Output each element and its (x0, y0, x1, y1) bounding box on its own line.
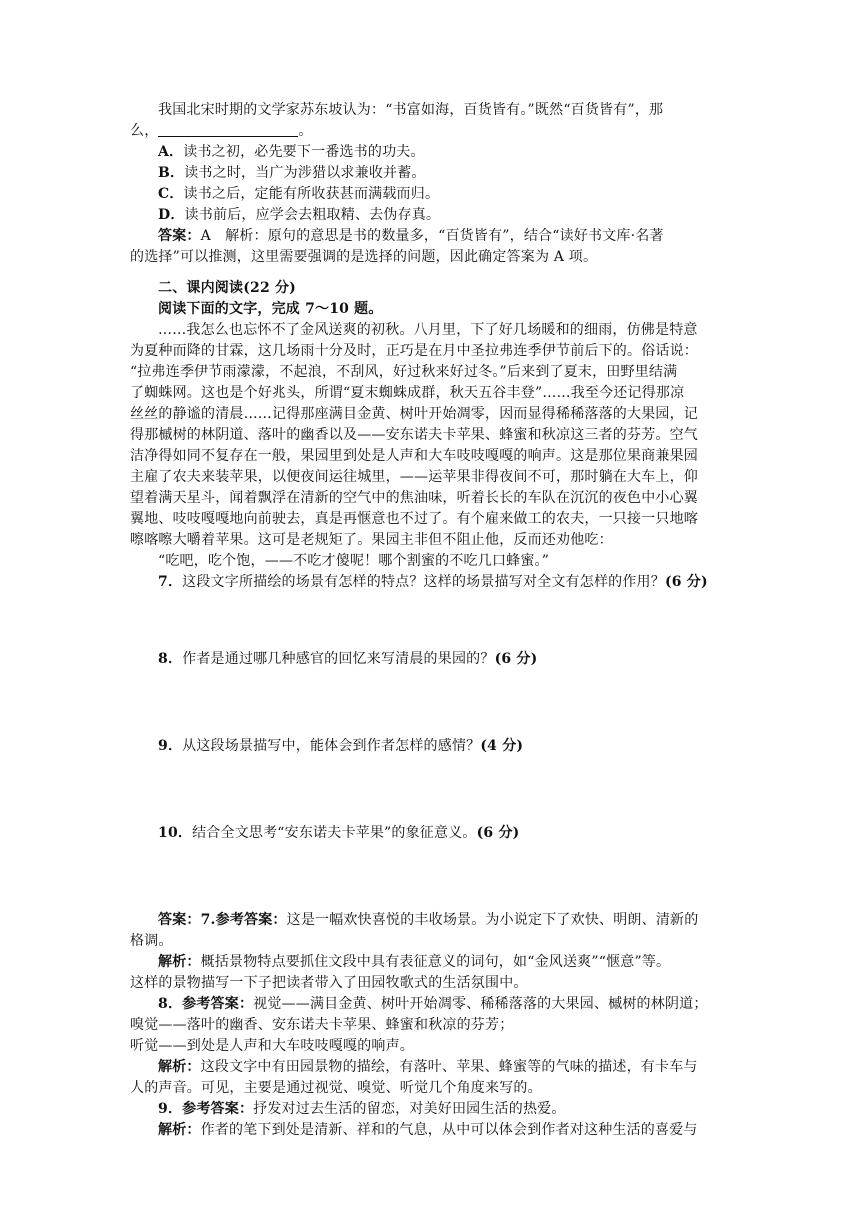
answer-9-explanation: 解析：作者的笔下到处是清新、祥和的气息，从中可以体会到作者对这种生活的喜爱与 (158, 1122, 698, 1138)
passage-line: 为夏种而降的甘霖，这几场雨十分及时，正巧是在月中圣拉弗连季伊节前后下的。俗话说： (130, 343, 698, 359)
passage-line: 主雇了农夫来装苹果，以便夜间运往城里，——运苹果非得夜间不可，那时躺在大车上，仰 (130, 469, 698, 485)
option-letter: D． (158, 207, 185, 223)
option-text: 读书前后，应学会去粗取精、去伪存真。 (184, 207, 441, 223)
option-text: 读书之后，定能有所收获甚而满载而归。 (183, 186, 440, 202)
answer-text: A 解析：原句的意思是书的数量多，“百货皆有”，结合“读好书文库·名著 (200, 228, 664, 244)
question-10: 10．结合全文思考“安东诺夫卡苹果”的象征意义。(6 分) (158, 825, 520, 841)
passage-line: 丝丝的静谧的清晨……记得那座满目金黄、树叶开始凋零，因而显得稀稀落落的大果园，记 (130, 406, 698, 422)
passage-line: 翼地、吱吱嘎嘎地向前驶去，真是再惬意也不过了。有个雇来做工的农夫，一只接一只地喀 (130, 511, 698, 527)
passage-line: “拉弗连季伊节雨濛濛，不起浪，不刮风，好过秋来好过冬。”后来到了夏末，田野里结满 (130, 364, 678, 380)
passage-line: 望着满天星斗，闻着飘浮在清新的空气中的焦油味，听着长长的车队在沉沉的夜色中小心翼 (130, 490, 698, 506)
document-page (130, 100, 730, 1141)
answer-7-explanation: 解析：概括景物特点要抓住文段中具有表征意义的词句，如“金风送爽”“惬意”等。 (158, 954, 671, 970)
section-instruction: 阅读下面的文字，完成 7～10 题。 (158, 301, 383, 317)
answer-7-line1: 答案：7.参考答案：这是一幅欢快喜悦的丰收场景。为小说定下了欢快、明朗、清新的 (158, 912, 699, 928)
answer-7-line2: 格调。 (130, 933, 173, 949)
q6-stem-line2 (130, 121, 730, 142)
option-letter: B． (158, 165, 185, 181)
question-7: 7．这段文字所描绘的场景有怎样的特点？这样的场景描写对全文有怎样的作用？(6 分) (158, 574, 708, 590)
q6-option-d (130, 205, 730, 226)
q6-stem-prefix: 么， (130, 123, 159, 139)
q6-option-a (130, 142, 730, 163)
q6-option-b (130, 163, 730, 184)
passage-quote: “吃吧，吃个饱，——不吃才傻呢！哪个割蜜的不吃几口蜂蜜。” (158, 553, 550, 569)
answer-8-line3: 听觉——到处是人声和大车吱吱嘎嘎的响声。 (130, 1038, 414, 1054)
answer-8-line2: 嗅觉——落叶的幽香、安东诺夫卡苹果、蜂蜜和秋凉的芬芳； (130, 1017, 514, 1033)
passage-line: 得那槭树的林阴道、落叶的幽香以及——安东诺夫卡苹果、蜂蜜和秋凉这三者的芬芳。空气 (130, 427, 698, 443)
option-letter: A． (158, 144, 184, 160)
q6-option-c (130, 184, 730, 205)
answer-label: 答案： (158, 228, 201, 244)
q6-answer-blank (158, 122, 298, 137)
answer-9-line1: 9．参考答案：抒发对过去生活的留恋，对美好田园生活的热爱。 (158, 1101, 566, 1117)
answer-8-explanation-2: 人的声音。可见，主要是通过视觉、嗅觉、听觉几个角度来写的。 (130, 1080, 542, 1096)
q6-stem-suffix: 。 (298, 123, 313, 139)
q6-stem-line1: 我国北宋时期的文学家苏东坡认为：“书富如海，百货皆有。”既然“百货皆有”，那 (158, 102, 664, 118)
answer-8-line1: 8．参考答案：视觉——满目金黄、树叶开始凋零、稀稀落落的大果园、槭树的林阴道； (158, 996, 708, 1012)
option-letter: C． (158, 186, 184, 202)
passage-line: 洁净得如同不复存在一般，果园里到处是人声和大车吱吱嘎嘎的响声。这是那位果商兼果园 (130, 448, 698, 464)
passage-line: 嚓喀嚓大嚼着苹果。这可是老规矩了。果园主非但不阻止他，反而还劝他吃： (130, 532, 613, 548)
section-heading: 二、课内阅读(22 分) (158, 280, 297, 296)
option-text: 读书之初，必先要下一番选书的功夫。 (183, 144, 425, 160)
answer-7-explanation-2: 这样的景物描写一下子把读者带入了田园牧歌式的生活氛围中。 (130, 975, 528, 991)
option-text: 读书之时，当广为涉猎以求兼收并蓄。 (184, 165, 426, 181)
passage-line: ……我怎么也忘怀不了金风送爽的初秋。八月里，下了好几场暖和的细雨，仿佛是特意 (158, 322, 698, 338)
question-9: 9．从这段场景描写中，能体会到作者怎样的感情？(4 分) (158, 738, 524, 754)
q6-answer-line1 (130, 226, 730, 247)
passage-line: 了蜘蛛网。这也是个好兆头，所谓“夏末蜘蛛成群，秋天五谷丰登”……我至今还记得那凉 (130, 385, 685, 401)
question-8: 8．作者是通过哪几种感官的回忆来写清晨的果园的？(6 分) (158, 651, 538, 667)
answer-8-explanation: 解析：这段文字中有田园景物的描绘，有落叶、苹果、蜂蜜等的气味的描述，有卡车与 (158, 1059, 698, 1075)
q6-answer-line2: 的选择”可以推测，这里需要强调的是选择的问题，因此确定答案为 A 项。 (130, 249, 598, 265)
